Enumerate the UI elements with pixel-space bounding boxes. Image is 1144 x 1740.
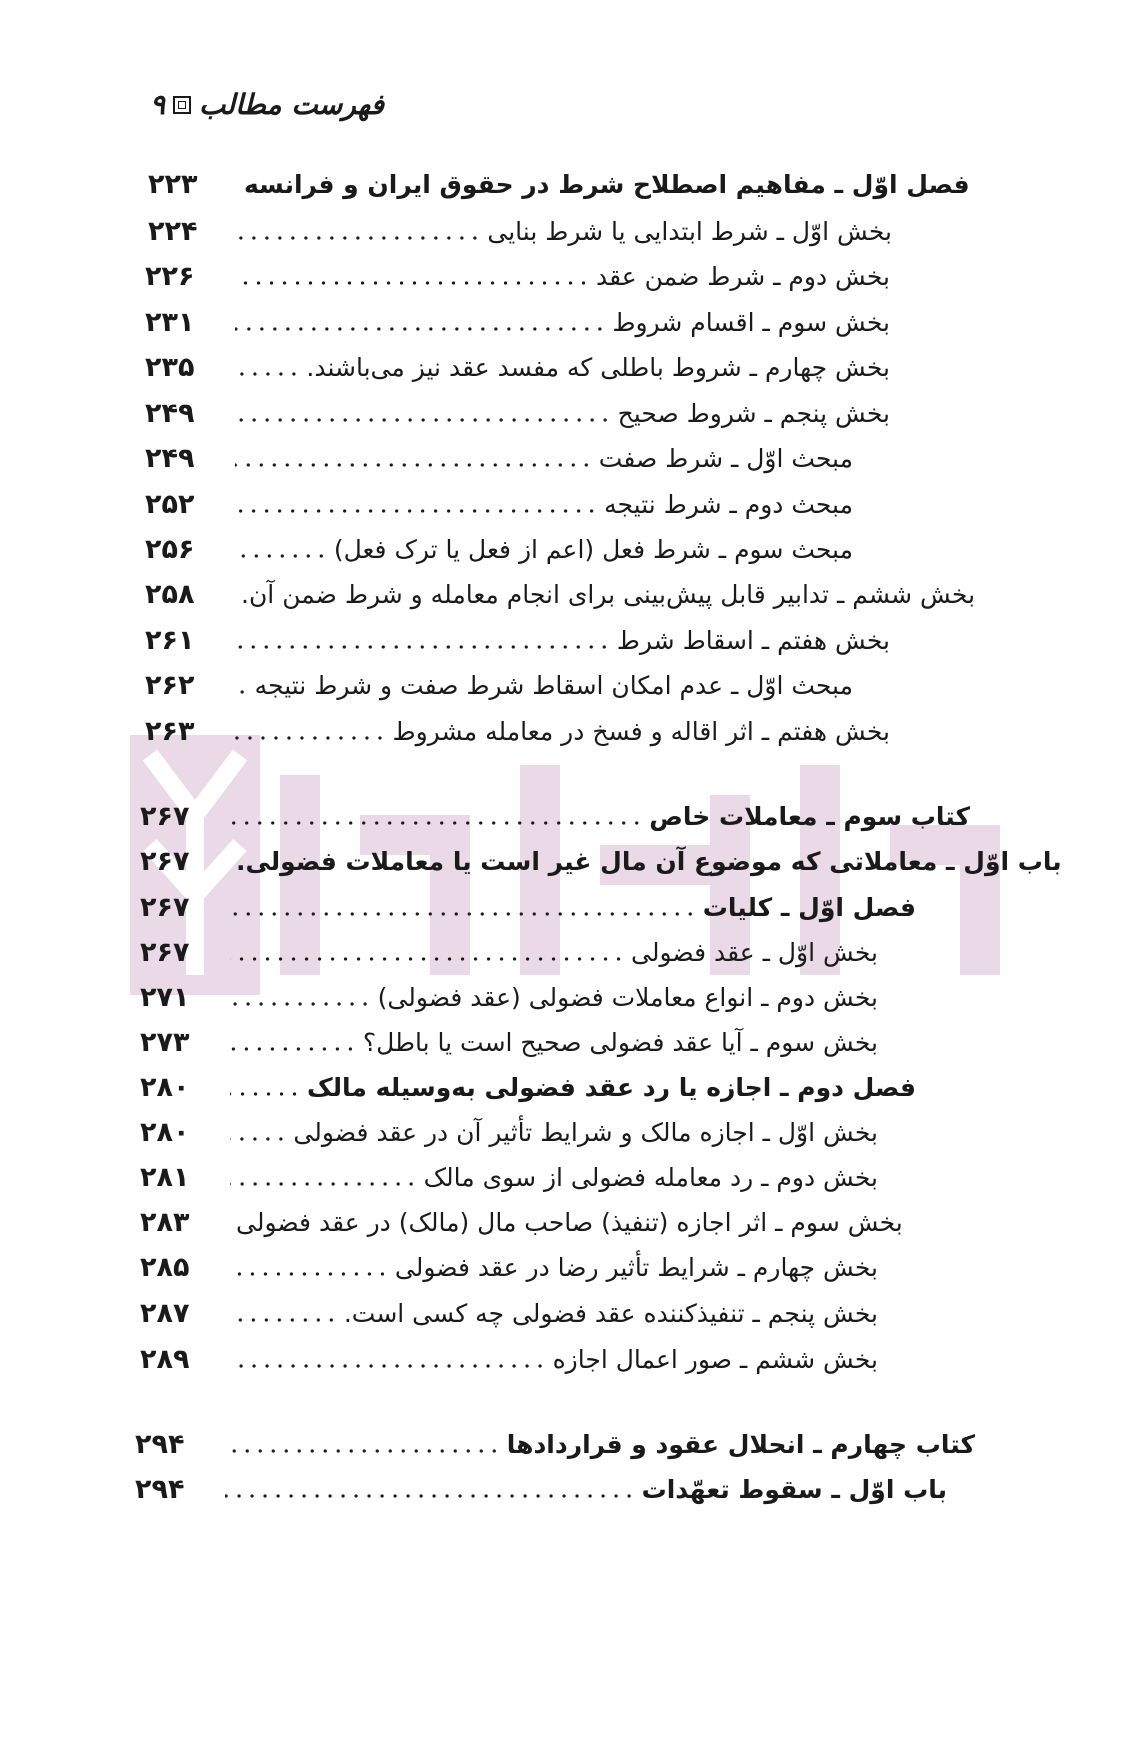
toc-entry[interactable] [140, 928, 878, 978]
square-ornament-icon [173, 96, 191, 114]
entry-title: بخش دوم ـ شرط ضمن عقد [596, 262, 890, 291]
page-number: ۲۶۷ [140, 937, 190, 968]
page-number: ۲۶۷ [140, 846, 190, 877]
dot-leader [235, 736, 386, 740]
entry-title: کتاب چهارم ـ انحلال عقود و قراردادها [506, 1430, 975, 1459]
toc-entry[interactable] [140, 1153, 878, 1203]
dot-leader [235, 372, 300, 376]
toc-entry[interactable] [148, 160, 970, 210]
toc-entry[interactable] [145, 707, 890, 757]
page-number: ۲۸۷ [140, 1298, 190, 1329]
toc-entry[interactable] [140, 837, 1062, 887]
dot-leader [235, 645, 611, 649]
header-page-number: ۹ [150, 88, 166, 121]
entry-title: بخش هفتم ـ اسقاط شرط [616, 626, 890, 655]
toc-entry[interactable] [140, 1108, 878, 1158]
page-number: ۲۶۱ [145, 625, 195, 656]
entry-title: بخش سوم ـ آیا عقد فضولی صحیح است یا باطل؟ [362, 1028, 878, 1057]
page-number: ۲۵۲ [145, 489, 195, 520]
toc-entry[interactable] [140, 1198, 903, 1248]
toc-entry[interactable] [140, 973, 878, 1023]
dot-leader [235, 690, 249, 694]
toc-entry[interactable] [145, 343, 890, 393]
entry-title: باب اوّل ـ سقوط تعهّدات [641, 1475, 947, 1504]
entry-title: بخش سوم ـ اقسام شروط [612, 308, 890, 337]
page-number: ۲۷۱ [140, 982, 190, 1013]
page-number: ۲۵۶ [145, 534, 195, 565]
page-number: ۲۷۳ [140, 1027, 190, 1058]
page-number: ۲۲۳ [148, 169, 198, 200]
toc-entry[interactable] [145, 434, 853, 484]
page-number: ۲۶۷ [140, 801, 190, 832]
entry-title: بخش سوم ـ اثر اجازه (تنفیذ) صاحب مال (مالک) در عقد فضولی [236, 1208, 903, 1237]
toc-entry[interactable] [145, 252, 890, 302]
entry-title: کتاب سوم ـ معاملات خاص [649, 802, 970, 831]
entry-title: بخش دوم ـ رد معامله فضولی از سوی مالک [423, 1163, 878, 1192]
page-number: ۲۵۸ [145, 579, 195, 610]
page-number: ۲۶۳ [145, 716, 195, 747]
dot-leader [230, 1364, 547, 1368]
entry-title: بخش دوم ـ انواع معاملات فضولی (عقد فضولی) [377, 983, 878, 1012]
toc-entry[interactable] [140, 1335, 878, 1385]
dot-leader [230, 1272, 389, 1276]
dot-leader [230, 1047, 357, 1051]
entry-title: بخش ششم ـ صور اعمال اجازه [552, 1345, 878, 1374]
dot-leader [235, 281, 590, 285]
entry-title: بخش هفتم ـ اثر اقاله و فسخ در معامله مشروط [392, 717, 890, 746]
toc-entry[interactable] [140, 1289, 878, 1339]
dot-leader [235, 554, 328, 558]
toc-entry[interactable] [145, 616, 890, 666]
dot-leader [225, 1494, 636, 1498]
toc-entry[interactable] [140, 792, 970, 842]
page-number: ۲۲۶ [145, 261, 195, 292]
page-number: ۲۴۹ [145, 398, 195, 429]
entry-title: فصل اوّل ـ مفاهیم اصطلاح شرط در حقوق ایران و فرانسه [244, 170, 970, 199]
dot-leader [225, 1449, 501, 1453]
entry-title: مبحث اوّل ـ شرط صفت [598, 444, 853, 473]
toc-entry[interactable] [145, 570, 976, 620]
entry-title: بخش اوّل ـ اجازه مالک و شرایط تأثیر آن در عقد فضولی [293, 1118, 878, 1147]
page-number: ۲۹۴ [135, 1429, 185, 1460]
dot-leader [235, 327, 606, 331]
entry-title: بخش اوّل ـ شرط ابتدایی یا شرط بنایی [487, 217, 892, 246]
page-number: ۲۲۴ [148, 216, 198, 247]
entry-title: باب اوّل ـ معاملاتی که موضوع آن مال غیر است یا معاملات فضولی. [236, 847, 1062, 876]
dot-leader [235, 463, 593, 467]
page-number: ۲۸۹ [140, 1344, 190, 1375]
page-number: ۲۸۵ [140, 1252, 190, 1283]
toc-entry[interactable] [140, 883, 916, 933]
page-number: ۲۸۳ [140, 1207, 190, 1238]
entry-title: مبحث سوم ـ شرط فعل (اعم از فعل یا ترک فعل) [333, 535, 853, 564]
page-number: ۲۳۱ [145, 307, 195, 338]
toc-entry[interactable] [145, 389, 890, 439]
entry-title: بخش چهارم ـ شرایط تأثیر رضا در عقد فضولی [394, 1253, 878, 1282]
page-number: ۲۶۷ [140, 892, 190, 923]
page-number: ۲۸۱ [140, 1162, 190, 1193]
entry-title: بخش پنجم ـ تنفیذکننده عقد فضولی چه کسی است. [343, 1299, 878, 1328]
entry-title: بخش پنجم ـ شروط صحیح [617, 399, 890, 428]
page-number: ۲۹۴ [135, 1474, 185, 1505]
entry-title: بخش چهارم ـ شروط باطلی که مفسد عقد نیز می‌باشند. [306, 353, 890, 382]
toc-entry[interactable] [140, 1243, 878, 1293]
entry-title: بخش ششم ـ تدابیر قابل پیش‌بینی برای انجام معامله و شرط ضمن آن. [241, 580, 976, 609]
dot-leader [230, 821, 643, 825]
toc-entry[interactable] [145, 525, 853, 575]
entry-title: بخش اوّل ـ عقد فضولی [631, 938, 878, 967]
toc-entry[interactable] [135, 1465, 947, 1515]
dot-leader [230, 1318, 338, 1322]
toc-entry[interactable] [140, 1063, 916, 1113]
dot-leader [235, 418, 612, 422]
toc-entry[interactable] [148, 207, 892, 257]
dot-leader [238, 236, 481, 240]
toc-entry[interactable] [140, 1018, 878, 1068]
dot-leader [230, 1092, 301, 1096]
toc-entry[interactable] [145, 298, 890, 348]
page-number: ۲۶۲ [145, 670, 195, 701]
page-number: ۲۴۹ [145, 443, 195, 474]
entry-title: مبحث اوّل ـ عدم امکان اسقاط شرط صفت و شرط نتیجه [254, 671, 853, 700]
dot-leader [230, 1137, 287, 1141]
page-number: ۲۳۵ [145, 352, 195, 383]
dot-leader [230, 957, 625, 961]
dot-leader [235, 509, 598, 513]
entry-title: فصل دوم ـ اجازه یا رد عقد فضولی به‌وسیله مالک [307, 1073, 916, 1102]
dot-leader [230, 1002, 372, 1006]
toc-entry[interactable] [145, 661, 853, 711]
toc-entry[interactable] [135, 1420, 975, 1470]
header-title: فهرست مطالب [199, 88, 385, 121]
toc-entry[interactable] [145, 480, 853, 530]
dot-leader [230, 1182, 418, 1186]
dot-leader [230, 912, 697, 916]
entry-title: فصل اوّل ـ کلیات [702, 893, 916, 922]
page-header [150, 88, 384, 121]
page-number: ۲۸۰ [140, 1072, 190, 1103]
entry-title: مبحث دوم ـ شرط نتیجه [604, 490, 853, 519]
page-number: ۲۸۰ [140, 1117, 190, 1148]
